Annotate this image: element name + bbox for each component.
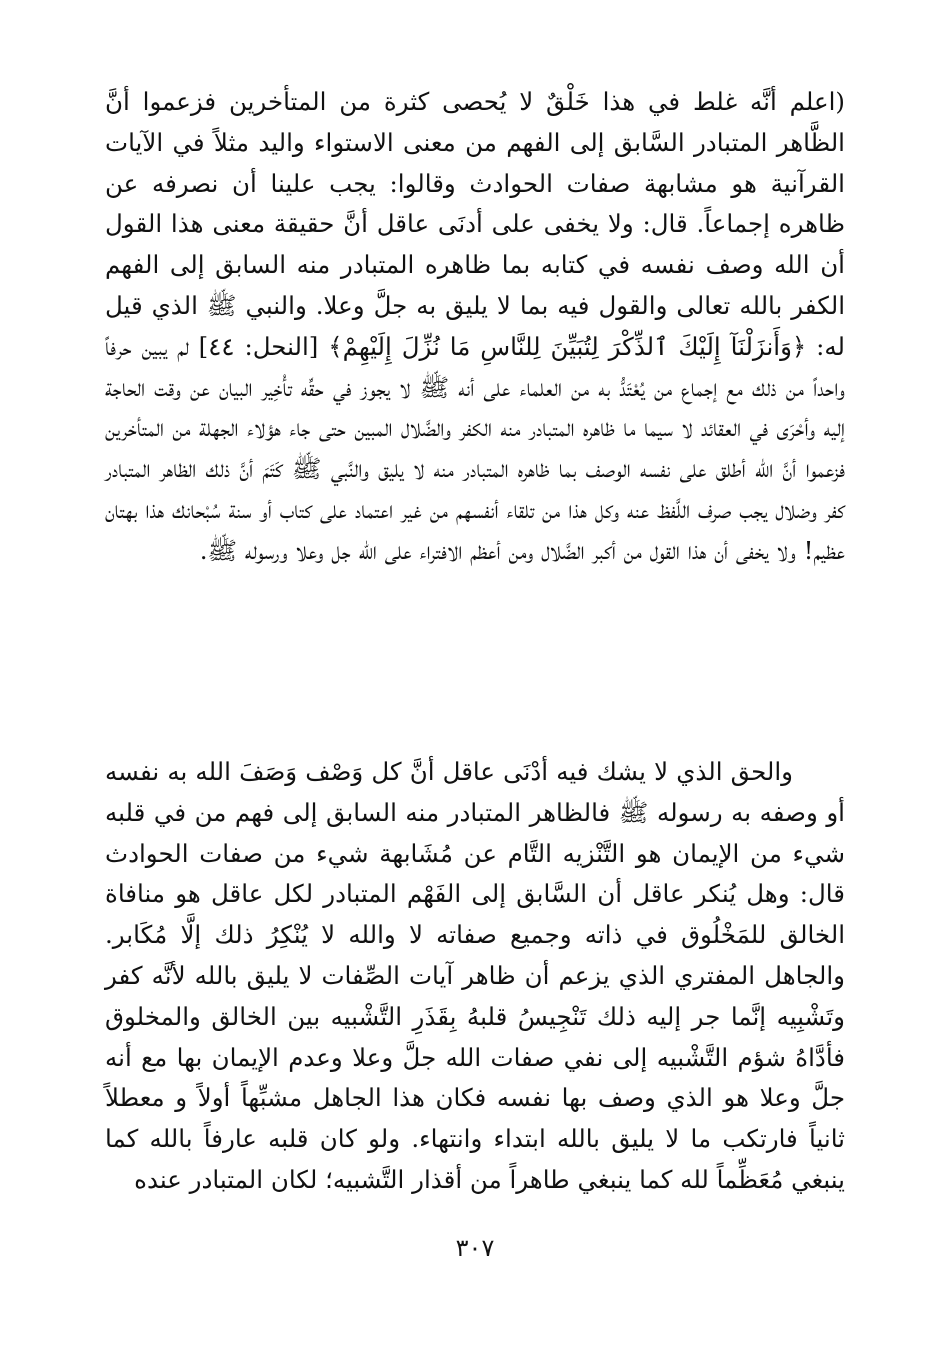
paragraph-1: (اعلم أنَّه غلط في هذا خَلْقٌ لا يُحصى كثرة من المتأخرين فزعموا أنَّ الظَّاهر المتبادر السَّابق إلى الفهم من معنى الاستواء واليد مثلاً في الآيات القرآنية هو مشابهة صفات الحوادث وقالوا: يجب علينا أن نصرفه عن ظاهره إجماعاً. قال: ولا يخفى على أدنَى عاقل أنَّ حقيقة معنى هذا القول أن الله وصف نفسه في كتابه بما ظاهره المتبادر منه السابق إلى الفهم الكفر بالله تعالى والقول فيه بما لا يليق به جلَّ وعلا. والنبي ﷺ الذي قيل له: ﴿وَأَنزَلْنَآ إِلَيْكَ ٱلذِّكْرَ لِتُبَيِّنَ لِلنَّاسِ مَا نُزِّلَ إِلَيْهِمْ﴾ [النحل: ٤٤] لم يبين حرفاً واحداً من ذلك مع إجماع من يُعْتَدُّ به من العلماء على أنه ﷺ لا يجوز في حقِّه تأْخِير البيان عن وقت الحاجة إليه وأحْرَى في العقائد لا سيما ما ظاهره المتبادر منه الكفر والضَّلال المبين حتى جاء هؤلاء الجهلة من المتأخرين فزعموا أنَّ الله أطلق على نفسه الوصف بما ظاهره المتبادر منه لا يليق والنَّبي ﷺ كَتَمَ أنَّ ذلك الظاهر المتبادر كفر وضلال يجب صرف اللَّفظ عنه وكل هذا من تلقاء أنفسهم من غير اعتماد على كتاب أو سنة سُبْحانك هذا بهتان عظيم! ولا يخفى أن هذا القول من أكبر الضَّلال ومن أعظم الافتراء على الله جل وعلا ورسوله ﷺ. <box>105 87 845 565</box>
page-number: ٣٠٧ <box>455 1234 495 1262</box>
paragraph-2: والحق الذي لا يشك فيه أدْنَى عاقل أنَّ كل وَصْف وَصَفَ الله به نفسه أو وصفه به رسوله ﷺ فالظاهر المتبادر منه السابق إلى فهم من في قلبه شيء من الإيمان هو التَّنْزيه التَّام عن مُشَابهة شيء من صفات الحوادث قال: وهل يُنكر عاقل أن السَّابق إلى الفَهْم المتبادر لكل عاقل هو منافاة الخالق للمَخْلُوق في ذاته وجميع صفاته لا والله لا يُنْكِرُ ذلك إلَّا مُكَابر. والجاهل المفتري الذي يزعم أن ظاهر آيات الصِّفات لا يليق بالله لأنَّه كفر وتَشْبِيه إنَّما جر إليه ذلك تَنْجِيسُ قلبهُ بِقَذَرِ التَّشْبيه بين الخالق والمخلوق فأدَّاهُ شؤم التَّشْبيه إلى نفي صفات الله جلَّ وعلا وعدم الإيمان بها مع أنه جلَّ وعلا هو الذي وصف بها نفسه فكان هذا الجاهل مشبِّهاً أولاً و معطلاً ثانياً فارتكب ما لا يليق بالله ابتداء وانتهاء. ولو كان قلبه عارفاً بالله كما ينبغي مُعَظِّماً لله كما ينبغي طاهراً من أقذار التَّشبيه؛ لكان المتبادر عنده <box>105 757 845 1194</box>
